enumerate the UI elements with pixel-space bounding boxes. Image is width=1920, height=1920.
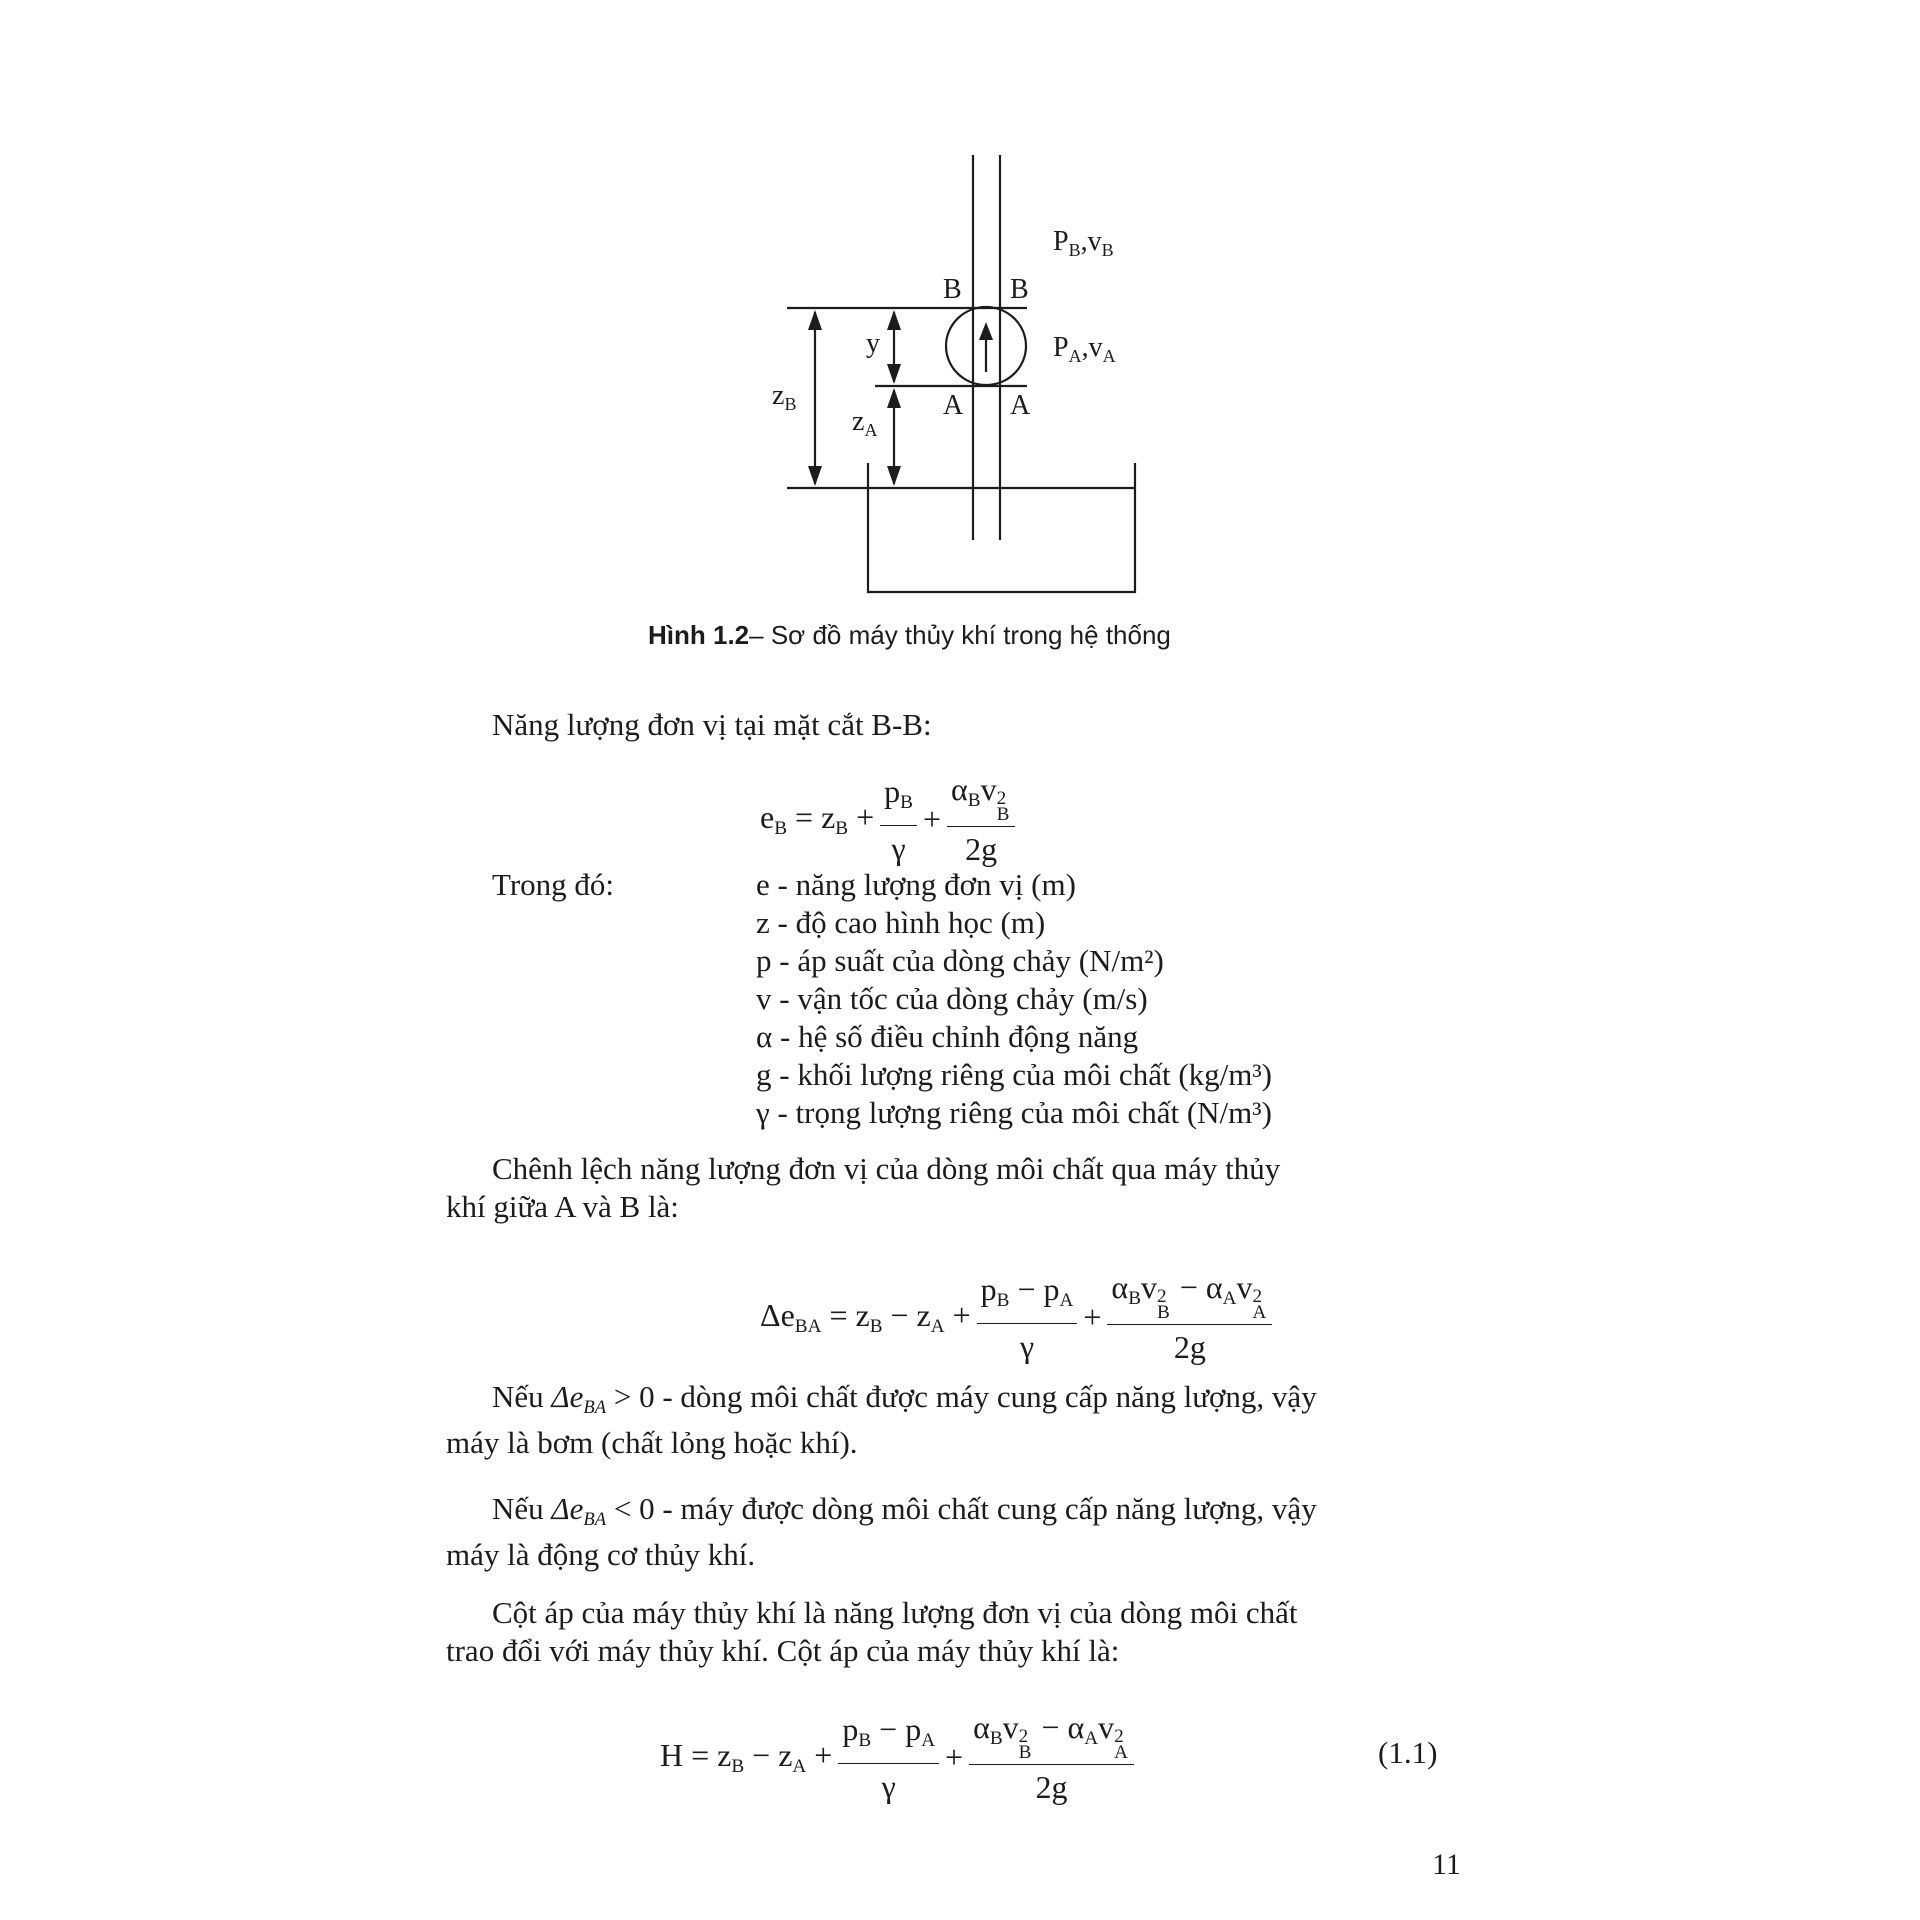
definition-alpha: α - hệ số điều chỉnh động năng: [756, 1019, 1139, 1054]
eq-h-kinetic-fraction: $\alpha_Bv$ 2 B − $\alpha_Av$ 2 A 2g: [969, 1708, 1134, 1806]
label-za: $z_A$: [852, 406, 878, 440]
za-arrow-bottom: [887, 466, 901, 486]
para-head-line1: Cột áp của máy thủy khí là năng lượng đơn vị của dòng môi chất: [492, 1595, 1298, 1630]
y-arrow-bottom: [887, 364, 901, 384]
page-number: 11: [1432, 1848, 1461, 1881]
eq-h-pressure-fraction: $\frac{p_B - p_A}{\gamma}$: [838, 1710, 939, 1805]
definition-g: g - khối lượng riêng của môi chất (kg/m³): [756, 1057, 1272, 1092]
para-motor-line1: Nếu $\Delta e_{BA} < 0$ - máy được dòng môi chất cung cấp năng lượng, vậy: [492, 1491, 1317, 1530]
eq-delta-lhs: $\Delta e_{BA} = z_B - z_A$ +: [760, 1296, 971, 1337]
caption-text: – Sơ đồ máy thủy khí trong hệ thống: [749, 620, 1171, 650]
label-b-left: B: [943, 274, 962, 305]
definition-z: z - độ cao hình học (m): [756, 905, 1046, 940]
definition-v: v - vận tốc của dòng chảy (m/s): [756, 981, 1148, 1016]
label-a-right: A: [1010, 390, 1031, 421]
tank: [868, 463, 1135, 592]
eq-eb-pressure-fraction: $\frac{p_B}{\gamma}$: [880, 772, 917, 867]
equation-number: (1.1): [1378, 1735, 1438, 1770]
za-arrow-top: [887, 388, 901, 408]
para-pump-line1: Nếu $\Delta e_{BA} > 0$ - dòng môi chất được máy cung cấp năng lượng, vậy: [492, 1379, 1317, 1418]
label-zb: $z_B$: [772, 380, 797, 414]
para-head-line2: trao đổi với máy thủy khí. Cột áp của máy thủy khí là:: [446, 1633, 1120, 1668]
figure-caption: [648, 620, 1171, 651]
definition-gamma: γ - trọng lượng riêng của môi chất (N/m³): [756, 1095, 1272, 1130]
where-label: Trong đó:: [492, 867, 615, 902]
pump-delta-symbol: $\Delta e_{BA}$: [551, 1379, 607, 1418]
para-diff-line2: khí giữa A và B là:: [446, 1189, 679, 1224]
eq-h-lhs: $H = z_B - z_A$ +: [660, 1736, 833, 1777]
equation-eb: $e_B = z_B$ + $\frac{p_B}{\gamma}$ + $\alpha_Bv$ 2 B 2g: [760, 770, 1021, 868]
para-motor-line2: máy là động cơ thủy khí.: [446, 1537, 756, 1572]
y-arrow-top: [887, 310, 901, 330]
definition-p: p - áp suất của dòng chảy (N/m²): [756, 943, 1164, 978]
zb-arrow-top: [808, 310, 822, 330]
eq-delta-pressure-fraction: $\frac{p_B - p_A}{\gamma}$: [977, 1270, 1078, 1365]
flow-arrow-head: [979, 322, 993, 340]
caption-label: Hình 1.2: [648, 620, 750, 650]
zb-arrow-bottom: [808, 466, 822, 486]
equation-h: $H = z_B - z_A$ + $\frac{p_B - p_A}{\gamma}$ + $\alpha_Bv$ 2 B − $\alpha_Av$ 2 A 2g: [660, 1708, 1140, 1806]
definitions-list: [756, 866, 1272, 1132]
para-pump-line2: máy là bơm (chất lỏng hoặc khí).: [446, 1425, 858, 1460]
eq-delta-kinetic-fraction: $\alpha_Bv$ 2 B − $\alpha_Av$ 2 A 2g: [1107, 1268, 1272, 1366]
figure-machine-diagram: [760, 150, 1160, 600]
label-a-left: A: [943, 390, 964, 421]
eq-eb-lhs: $e_B = z_B$ +: [760, 798, 875, 839]
label-b-right: B: [1010, 274, 1029, 305]
para-diff-line1: Chênh lệch năng lượng đơn vị của dòng môi chất qua máy thủy: [492, 1151, 1281, 1186]
label-pa-va: $P_A,v_A$: [1053, 332, 1116, 366]
eq-eb-kinetic-fraction: $\alpha_Bv$ 2 B 2g: [947, 770, 1015, 868]
equation-delta: $\Delta e_{BA} = z_B - z_A$ + $\frac{p_B - p_A}{\gamma}$ + $\alpha_Bv$ 2 B − $\alpha_Av$ 2 A 2g: [760, 1268, 1278, 1366]
motor-delta-symbol: $\Delta e_{BA}$: [551, 1491, 607, 1530]
definition-e: e - năng lượng đơn vị (m): [756, 867, 1076, 902]
label-pb-vb: $P_B,v_B$: [1053, 226, 1114, 260]
section-bb-text: Năng lượng đơn vị tại mặt cắt B-B:: [492, 707, 932, 742]
label-y: y: [866, 328, 880, 359]
